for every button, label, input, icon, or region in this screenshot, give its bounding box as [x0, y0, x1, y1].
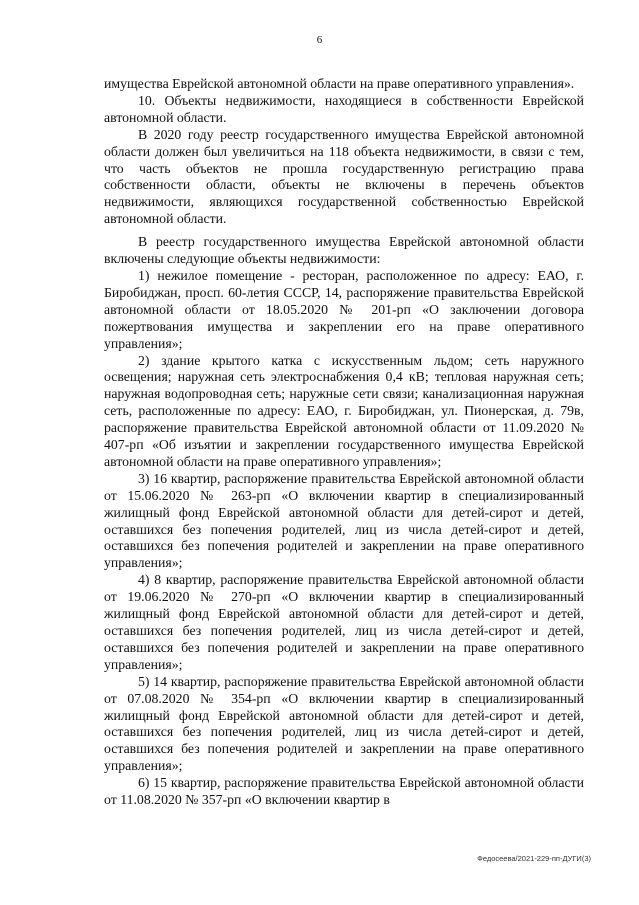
paragraph-2020-registry: В 2020 году реестр государственного имущества Еврейской автономной области должен был увеличиться на 118 объекта недвижимости, в связи с тем, что часть объектов не прошла государственную регистрацию права собственности области, объекты не включены в перечень объектов недвижимости, являющихся государственной собственностью Еврейской автономной области. — [104, 126, 584, 227]
list-item-4: 4) 8 квартир, распоряжение правительства Еврейской автономной области от 19.06.2020 № 270-рп «О включении квартир в специализированный жилищный фонд Еврейской автономной области для детей-сирот и детей, оставшихся без попечения родителей, лиц из числа детей-сирот и детей, оставшихся без попечения родителей и закреплении на праве оперативного управления»; — [104, 572, 584, 672]
list-item-1: 1) нежилое помещение - ресторан, расположенное по адресу: ЕАО, г. Биробиджан, просп. 60-летия СССР, 14, распоряжение правительства Еврейской автономной области от 18.05.2020 № 201-рп «О заключении договора пожертвования имущества и закреплении его на праве оперативного управления»; — [104, 267, 584, 351]
list-item-2: 2) здание крытого катка с искусственным льдом; сеть наружного освещения; наружная сеть электроснабжения 0,4 кВ; тепловая наружная сеть; наружная водопроводная сеть; наружные сети связи; канализационная наружная сеть, расположенные по адресу: ЕАО, г. Биробиджан, ул. Пионерская, д. 79в, распоряжение правительства Еврейской автономной области от 11.09.2020 № 407-рп «Об изъятии и закреплении государственного имущества Еврейской автономной области на праве оперативного управления»; — [104, 352, 584, 469]
page-number: 6 — [316, 34, 323, 46]
section-heading-10: 10. Объекты недвижимости, находящиеся в собственности Еврейской автономной области. — [104, 92, 584, 125]
list-item-3: 3) 16 квартир, распоряжение правительства Еврейской автономной области от 15.06.2020 № 263-рп «О включении квартир в специализированный жилищный фонд Еврейской автономной области для детей-сирот и детей, оставшихся без попечения родителей, лиц из числа детей-сирот и детей, оставшихся без попечения родителей и закреплении на праве оперативного управления»; — [104, 470, 584, 571]
list-item-5: 5) 14 квартир, распоряжение правительства Еврейской автономной области от 07.08.2020 № 354-рп «О включении квартир в специализированный жилищный фонд Еврейской автономной области для детей-сирот и детей, оставшихся без попечения родителей, лиц из числа детей-сирот и детей, оставшихся без попечения родителей и закреплении на праве оперативного управления»; — [104, 673, 584, 774]
paragraph-included-objects: В реестр государственного имущества Еврейской автономной области включены следующие объекты недвижимости: — [104, 234, 584, 267]
footer-reference: Федосеева/2021-229-пп-ДУГИ(3) — [477, 854, 591, 863]
paragraph-continuation: имущества Еврейской автономной области на праве оперативного управления». — [104, 76, 575, 91]
list-item-6: 6) 15 квартир, распоряжение правительства Еврейской автономной области от 11.08.2020 № 357-рп «О включении квартир в — [104, 775, 584, 808]
document-body — [104, 76, 584, 809]
